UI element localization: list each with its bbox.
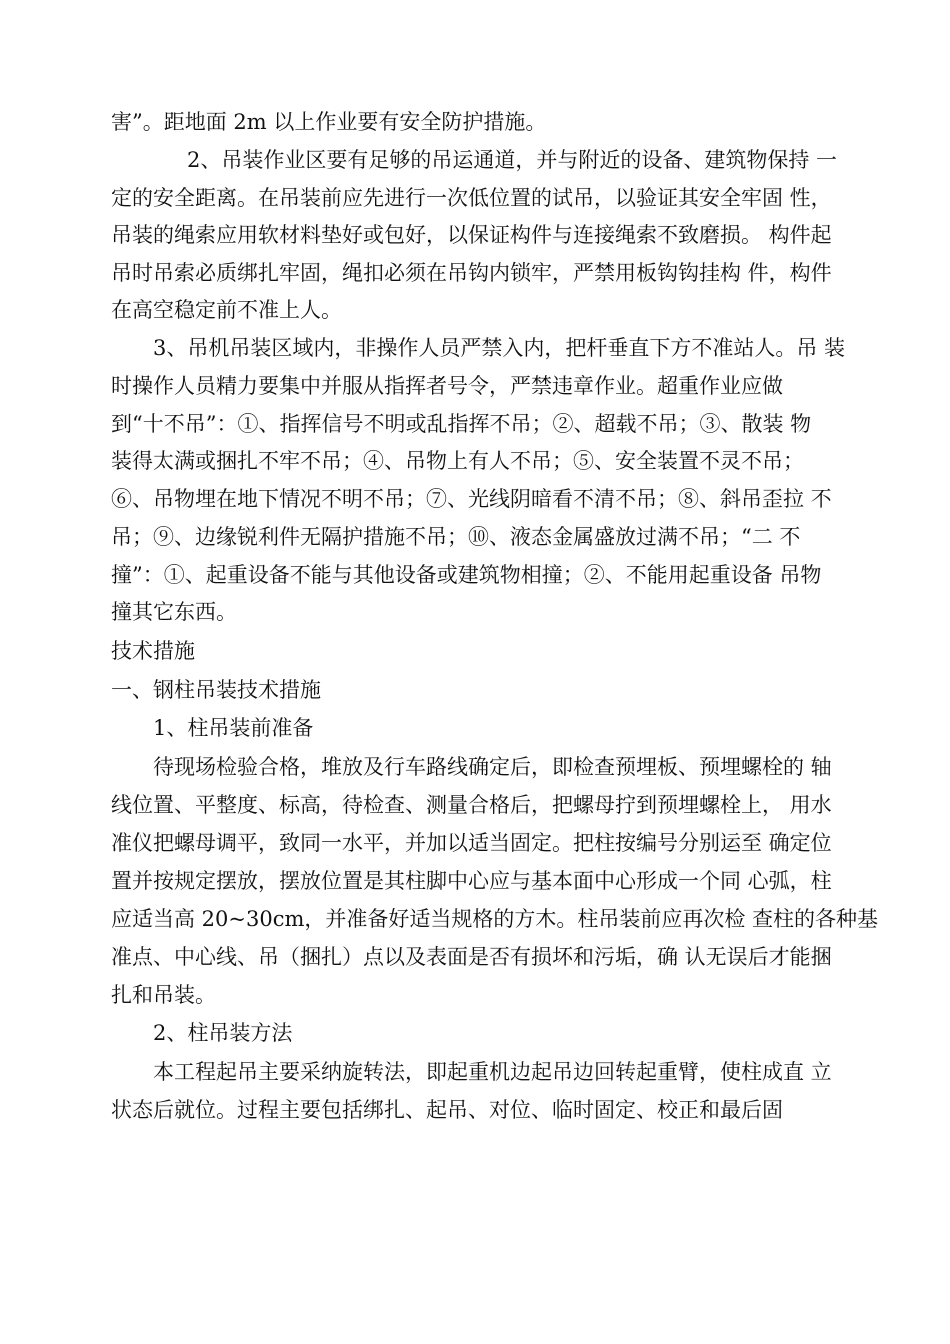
text-line: 待现场检验合格，堆放及行车路线确定后，即检查预埋板、预埋螺栓的 轴	[153, 755, 832, 779]
text-line: 扎和吊装。	[111, 983, 216, 1007]
subsection-heading: 一、钢柱吊装技术措施	[111, 678, 321, 702]
text-line: 置并按规定摆放，摆放位置是其柱脚中心应与基本面中心形成一个同 心弧，柱	[111, 869, 832, 893]
text-line: 3、吊机吊装区域内，非操作人员严禁入内，把杆垂直下方不准站人。吊 装	[153, 336, 846, 360]
text-line: 线位置、平整度、标高，待检查、测量合格后，把螺母拧到预埋螺栓上， 用水	[111, 793, 832, 817]
text-line: 装得太满或捆扎不牢不吊；④、吊物上有人不吊；⑤、安全装置不灵不吊；	[111, 449, 804, 473]
text-line: 吊；⑨、边缘锐利件无隔护措施不吊；⑩、液态金属盛放过满不吊；“二 不	[111, 525, 801, 549]
text-line: 在高空稳定前不准上人。	[111, 298, 342, 322]
text-line: 时操作人员精力要集中并服从指挥者号令，严禁违章作业。超重作业应做	[111, 374, 783, 398]
text-line: ⑥、吊物埋在地下情况不明不吊；⑦、光线阴暗看不清不吊；⑧、斜吊歪拉 不	[111, 487, 832, 511]
item-heading: 1、柱吊装前准备	[153, 716, 314, 740]
text-line: 2、吊装作业区要有足够的吊运通道，并与附近的设备、建筑物保持 一	[187, 148, 838, 172]
text-line: 定的安全距离。在吊装前应先进行一次低位置的试吊，以验证其安全牢固 性，	[111, 186, 832, 210]
text-line: 撞”：①、起重设备不能与其他设备或建筑物相撞；②、不能用起重设备 吊物	[111, 563, 822, 587]
text-line: 本工程起吊主要采纳旋转法，即起重机边起吊边回转起重臂，使柱成直 立	[153, 1060, 832, 1084]
text-line: 撞其它东西。	[111, 600, 237, 624]
text-line: 应适当高 20~30cm，并准备好适当规格的方木。柱吊装前应再次检 查柱的各种基	[111, 907, 879, 931]
text-line: 吊时吊索必质绑扎牢固，绳扣必须在吊钩内锁牢，严禁用板钩钩挂构 件，构件	[111, 261, 832, 285]
item-heading: 2、柱吊装方法	[153, 1021, 293, 1045]
text-line: 害”。距地面 2m 以上作业要有安全防护措施。	[111, 110, 547, 134]
text-line: 吊装的绳索应用软材料垫好或包好，以保证构件与连接绳索不致磨损。 构件起	[111, 223, 832, 247]
text-line: 到“十不吊”：①、指挥信号不明或乱指挥不吊；②、超载不吊；③、散装 物	[111, 412, 812, 436]
section-heading: 技术措施	[111, 639, 195, 663]
text-line: 状态后就位。过程主要包括绑扎、起吊、对位、临时固定、校正和最后固	[111, 1098, 783, 1122]
text-line: 准点、中心线、吊（捆扎）点以及表面是否有损坏和污垢，确 认无误后才能捆	[111, 945, 832, 969]
text-line: 准仪把螺母调平，致同一水平，并加以适当固定。把柱按编号分别运至 确定位	[111, 831, 832, 855]
